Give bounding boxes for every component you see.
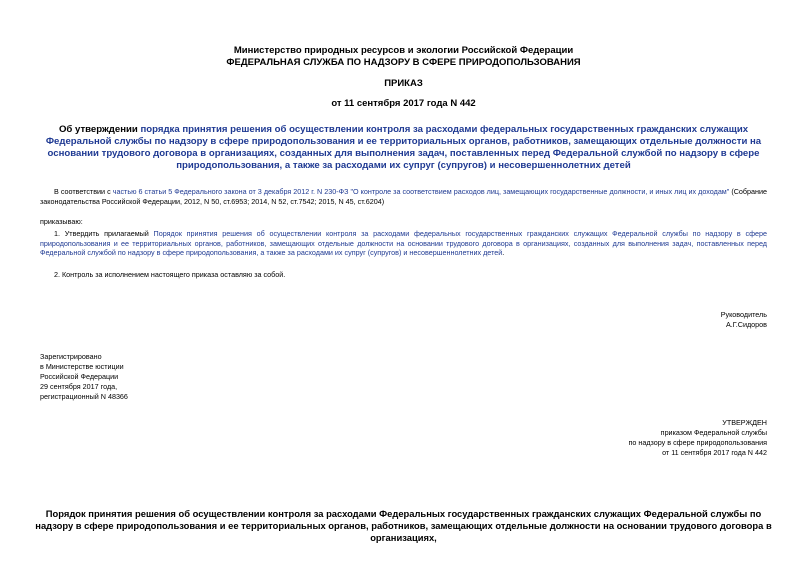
registration-line-2: в Министерстве юстиции (40, 362, 124, 371)
order-item-1 (40, 229, 767, 258)
registration-line-4: 29 сентября 2017 года, (40, 382, 118, 391)
approved-line-2: приказом Федеральной службы (660, 428, 767, 437)
signatory-block (721, 310, 767, 330)
registration-block (40, 352, 128, 402)
service-name: ФЕДЕРАЛЬНАЯ СЛУЖБА ПО НАДЗОРУ В СФЕРЕ ПРИРОДОПОЛЬЗОВАНИЯ (226, 57, 581, 68)
document-date: от 11 сентября 2017 года N 442 (331, 98, 476, 109)
basis-suffix: (Собрание законодательства Российской Федерации, 2012, N 50, ст.6953; 2014, N 52, ст.7542; 2015, N 45, ст.6204) (40, 187, 768, 206)
signatory-name: А.Г.Сидоров (725, 320, 767, 329)
approval-stamp-block (628, 418, 767, 458)
registration-line-1: Зарегистрировано (40, 352, 102, 361)
order-item-2: 2. Контроль за исполнением настоящего приказа оставляю за собой. (54, 270, 286, 279)
basis-paragraph (40, 187, 767, 206)
document-type: ПРИКАЗ (384, 78, 423, 89)
item1-prefix: 1. Утвердить прилагаемый (54, 229, 154, 238)
ministry-name: Министерство природных ресурсов и экологии Российской Федерации (233, 45, 574, 56)
order-word: приказываю: (40, 217, 83, 226)
approved-line-1: УТВЕРЖДЕН (722, 418, 767, 427)
item1-procedure-link[interactable]: Порядок принятия решения об осуществлении контроля за расходами федеральных государственных гражданских служащих Федеральной службы по надзору в сфере природопользования и ее территориальных органов, работников, замещающих отдельные должности на основании трудового договора в организациях, созданных для выполнения задач, поставленных перед Федеральной службой по надзору в сфере природопользования, а также за расходами их супруг (супругов) и несовершеннолетних детей (40, 229, 767, 258)
approved-line-3: по надзору в сфере природопользования (628, 438, 767, 447)
procedure-title: Порядок принятия решения об осуществлении контроля за расходами Федеральных государственных гражданских служащих Федеральной службы по надзору в сфере природопользования и ее территориальных органов, работников, замещающих отдельные должности на основании трудового договора в организациях, (35, 508, 772, 543)
basis-law-link[interactable]: частью 6 статьи 5 Федерального закона от 3 декабря 2012 г. N 230-ФЗ "О контроле за соответствием расходов лиц, замещающих государственные должности, и иных лиц их доходам" (112, 187, 730, 196)
item1-suffix: . (502, 248, 505, 258)
registration-line-3: Российской Федерации (40, 372, 119, 381)
document-title (40, 124, 767, 172)
registration-line-5: регистрационный N 48366 (40, 392, 128, 401)
basis-prefix: В соответствии с (54, 187, 113, 196)
title-link[interactable]: порядка принятия решения об осуществлении контроля за расходами федеральных государственных гражданских служащих Федеральной службы по надзору в сфере природопользования и ее территориальных органов, работников, замещающих отдельные должности на основании трудового договора в организациях, созданных для выполнения задач, поставленных перед Федеральной службой по надзору в сфере природопользования, а также за расходами их супруг (супругов) и несовершеннолетних детей (45, 124, 762, 171)
signatory-position: Руководитель (720, 310, 767, 319)
approved-line-4: от 11 сентября 2017 года N 442 (662, 448, 767, 457)
title-prefix: Об утверждении (58, 124, 141, 135)
